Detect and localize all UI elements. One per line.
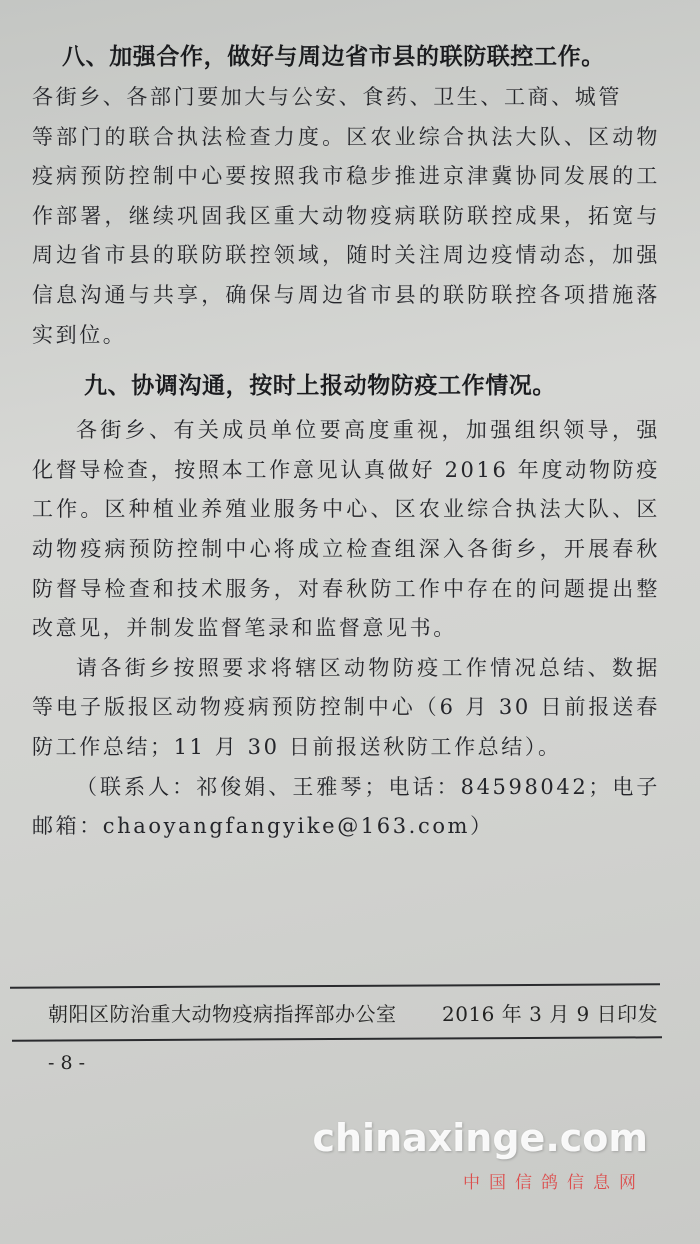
section-8-heading: 八、加强合作，做好与周边省市县的联防联控工作。 [62,44,605,70]
section-9-heading: 九、协调沟通，按时上报动物防疫工作情况。 [84,373,556,400]
section-8-paragraph-first-line: 各街乡、各部门要加大与公安、食药、卫生、工商、城管 [32,85,622,109]
section-9-paragraph-1: 各街乡、有关成员单位要高度重视，加强组织领导，强化督导检查，按照本工作意见认真做好 2016 年度动物防疫工作。区种植业养殖业服务中心、区农业综合执法大队、区动物疫病预防控制中心将成立检查组深入各街乡，开展春秋防督导检查和技术服务，对春秋防工作中存在的问题提出整改意见，并制发监督笔录和监督意见书。 [32,418,660,641]
watermark-site-name: 中国信鸽信息网 [463,1173,645,1193]
issue-date: 2016 年 3 月 9 日印发 [442,1002,659,1026]
issuing-office: 朝阳区防治重大动物疫病指挥部办公室 [48,1002,397,1026]
watermark-site: chinaxinge.com [312,1116,648,1160]
page-number: - 8 - [48,1052,86,1074]
section-9-paragraph-2: 请各街乡按照要求将辖区动物防疫工作情况总结、数据等电子版报区动物疫病预防控制中心（6 月 30 日前报送春防工作总结；11 月 30 日前报送秋防工作总结）。 [32,655,660,759]
section-8-paragraph-body: 等部门的联合执法检查力度。区农业综合执法大队、区动物疫病预防控制中心要按照我市稳步推进京津冀协同发展的工作部署，继续巩固我区重大动物疫病联防联控成果，拓宽与周边省市县的联防联控领域，随时关注周边疫情动态，加强信息沟通与共享，确保与周边省市县的联防联控各项措施落实到位。 [32,124,660,347]
contact-info: （联系人：祁俊娟、王雅琴；电话：84598042；电子邮箱：chaoyangfangyike@163.com） [32,774,660,839]
